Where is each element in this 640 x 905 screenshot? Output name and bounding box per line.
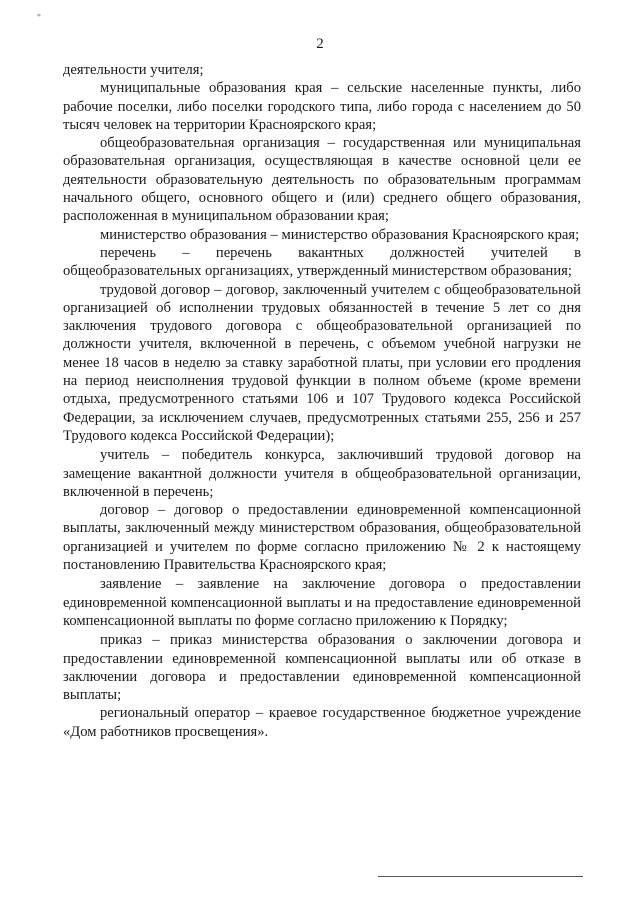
paragraph: региональный оператор – краевое государственное бюджетное учреждение «Дом работников просвещения». [63,705,581,740]
paragraph: приказ – приказ министерства образования о заключении договора и предоставлении единовременной компенсационной выплаты или об отказе в заключении договора и предоставлении единовременной компенсационной выплаты; [63,632,581,704]
paragraph: учитель – победитель конкурса, заключивший трудовой договор на замещение вакантной должности учителя в общеобразовательной организации, включенной в перечень; [63,447,581,500]
page-number: 2 [316,36,324,52]
paragraph: министерство образования – министерство образования Красноярского края; [100,226,580,243]
footer-rule [378,876,583,877]
paragraph: муниципальные образования края – сельские населенные пункты, либо рабочие поселки, либо поселки городского типа, либо города с населением до 50 тысяч человек на территории Красноярского края; [63,80,581,133]
paragraph: перечень – перечень вакантных должностей учителей в общеобразовательных организациях, утвержденный министерством образования; [63,244,581,280]
corner-mark: * [37,12,41,21]
document-body [63,61,581,741]
paragraph: деятельности учителя; [63,62,204,78]
paragraph: общеобразовательная организация – государственная или муниципальная образовательная организация, осуществляющая в качестве основной цели ее деятельности образовательную деятельность по образовательным программам начального общего, основного общего и (или) среднего общего образования, расположенная в муниципальном образовании края; [63,135,581,225]
paragraph: договор – договор о предоставлении единовременной компенсационной выплаты, заключенный между министерством образования, общеобразовательной организацией и учителем по форме согласно приложению № 2 к настоящему постановлению Правительства Красноярского края; [63,502,581,574]
paragraph: заявление – заявление на заключение договора о предоставлении единовременной компенсационной выплаты и на предоставление единовременной компенсационной выплаты по форме согласно приложению к Порядку; [63,576,581,629]
paragraph: трудовой договор – договор, заключенный учителем с общеобразовательной организацией об исполнении трудовых обязанностей в течение 5 лет со дня заключения трудового договора с общеобразовательной организацией по должности учителя, включенной в перечень, с объемом учебной нагрузки не менее 18 часов в неделю за ставку заработной платы, при условии его продления на период неисполнения трудовой функции в полном объеме (кроме времени отдыха, предусмотренного статьями 106 и 107 Трудового кодекса Российской Федерации, за исключением случаев, предусмотренных статьями 255, 256 и 257 Трудового кодекса Российской Федерации); [63,281,581,444]
